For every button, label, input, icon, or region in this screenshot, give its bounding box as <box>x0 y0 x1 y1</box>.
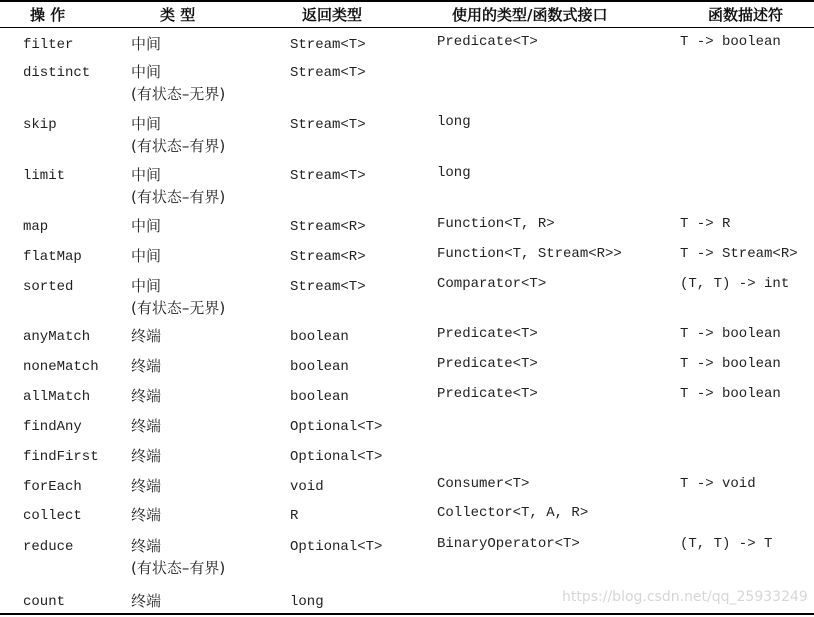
function-descriptor: T -> void <box>680 476 756 492</box>
functional-interface: Comparator<T> <box>437 276 547 292</box>
operation-name: findAny <box>23 419 82 435</box>
operation-type <box>131 245 161 267</box>
state-note: (有状态–无界) <box>131 299 226 317</box>
operation-kind: 中间 <box>131 166 162 184</box>
return-type: R <box>290 508 299 524</box>
return-type: Stream<R> <box>290 249 366 265</box>
operation-name: map <box>23 219 49 235</box>
operation-type <box>131 475 161 497</box>
operation-type <box>131 590 161 612</box>
functional-interface: Function<T, Stream<R>> <box>437 246 622 262</box>
operation-name: flatMap <box>23 249 82 265</box>
operation-type <box>131 415 161 437</box>
functional-interface: Function<T, R> <box>437 216 555 232</box>
operation-type <box>131 275 225 319</box>
return-type: void <box>290 479 324 495</box>
state-note: (有状态–有界) <box>131 188 226 206</box>
operation-kind: 中间 <box>131 247 162 265</box>
function-descriptor: T -> boolean <box>680 326 781 342</box>
function-descriptor: (T, T) -> int <box>680 276 790 292</box>
state-note: (有状态–无界) <box>131 85 226 103</box>
operation-kind: 终端 <box>131 417 162 435</box>
operation-kind: 终端 <box>131 387 162 405</box>
operation-name: forEach <box>23 479 82 495</box>
header-functional-interface: 使用的类型/函数式接口 <box>452 6 608 24</box>
operation-name: findFirst <box>23 449 99 465</box>
operation-kind: 终端 <box>131 592 162 610</box>
operation-kind: 中间 <box>131 217 162 235</box>
operation-kind: 中间 <box>131 277 162 295</box>
operation-type <box>131 385 161 407</box>
operation-name: distinct <box>23 65 91 81</box>
operation-name: reduce <box>23 539 74 555</box>
operation-kind: 终端 <box>131 506 162 524</box>
operation-kind: 终端 <box>131 357 162 375</box>
function-descriptor: T -> R <box>680 216 731 232</box>
operation-kind: 终端 <box>131 537 162 555</box>
return-type: Stream<T> <box>290 279 366 295</box>
header-rule <box>0 27 814 28</box>
watermark: https://blog.csdn.net/qq_25933249 <box>562 589 808 605</box>
function-descriptor: T -> boolean <box>680 356 781 372</box>
operation-name: skip <box>23 117 57 133</box>
function-descriptor: T -> boolean <box>680 34 781 50</box>
return-type: boolean <box>290 329 349 345</box>
operation-kind: 中间 <box>131 115 162 133</box>
header-return-type: 返回类型 <box>302 6 363 24</box>
operation-type <box>131 445 161 467</box>
return-type: Optional<T> <box>290 539 383 555</box>
operation-kind: 中间 <box>131 63 162 81</box>
operation-type <box>131 535 225 579</box>
operation-name: count <box>23 594 66 610</box>
return-type: boolean <box>290 389 349 405</box>
function-descriptor: T -> boolean <box>680 386 781 402</box>
operation-type <box>131 113 225 157</box>
state-note: (有状态–有界) <box>131 137 226 155</box>
return-type: Stream<R> <box>290 219 366 235</box>
return-type: boolean <box>290 359 349 375</box>
operation-name: collect <box>23 508 82 524</box>
top-rule <box>0 0 814 2</box>
operation-name: limit <box>23 168 66 184</box>
operation-type <box>131 61 225 105</box>
return-type: Stream<T> <box>290 65 366 81</box>
operation-type <box>131 164 225 208</box>
operation-name: sorted <box>23 279 74 295</box>
functional-interface: long <box>437 165 471 181</box>
functional-interface: long <box>437 114 471 130</box>
functional-interface: Predicate<T> <box>437 386 538 402</box>
functional-interface: Predicate<T> <box>437 34 538 50</box>
operation-type <box>131 215 161 237</box>
function-descriptor: T -> Stream<R> <box>680 246 798 262</box>
header-type: 类 型 <box>160 6 196 24</box>
operation-type <box>131 355 161 377</box>
return-type: long <box>290 594 324 610</box>
functional-interface: Consumer<T> <box>437 476 530 492</box>
state-note: (有状态–有界) <box>131 559 226 577</box>
operation-name: filter <box>23 37 74 53</box>
return-type: Stream<T> <box>290 37 366 53</box>
operation-type <box>131 33 161 55</box>
operation-kind: 中间 <box>131 35 162 53</box>
operation-kind: 终端 <box>131 327 162 345</box>
functional-interface: Predicate<T> <box>437 356 538 372</box>
operation-name: anyMatch <box>23 329 91 345</box>
operation-name: allMatch <box>23 389 91 405</box>
functional-interface: Collector<T, A, R> <box>437 505 589 521</box>
functional-interface: BinaryOperator<T> <box>437 536 580 552</box>
header-descriptor: 函数描述符 <box>708 6 784 24</box>
return-type: Stream<T> <box>290 117 366 133</box>
bottom-rule <box>0 613 814 615</box>
operation-kind: 终端 <box>131 447 162 465</box>
return-type: Optional<T> <box>290 449 383 465</box>
functional-interface: Predicate<T> <box>437 326 538 342</box>
operation-name: noneMatch <box>23 359 99 375</box>
return-type: Optional<T> <box>290 419 383 435</box>
operation-type <box>131 325 161 347</box>
operation-type <box>131 504 161 526</box>
operation-kind: 终端 <box>131 477 162 495</box>
header-operation: 操 作 <box>30 6 66 24</box>
function-descriptor: (T, T) -> T <box>680 536 773 552</box>
return-type: Stream<T> <box>290 168 366 184</box>
